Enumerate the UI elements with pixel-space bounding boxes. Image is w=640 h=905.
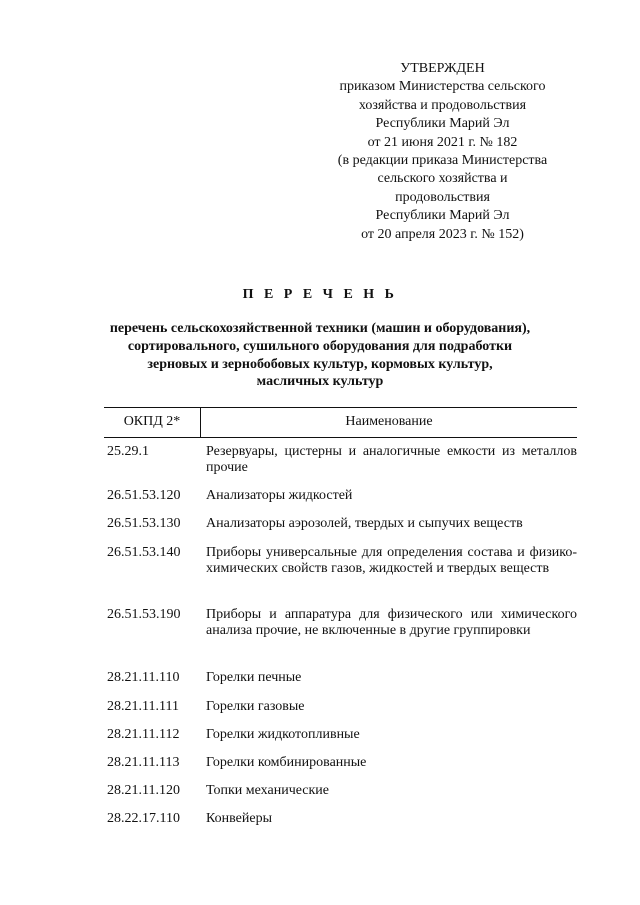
row-name: Конвейеры: [206, 811, 272, 826]
document-title: П Е Р Е Ч Е Н Ь: [242, 287, 398, 302]
row-code: 28.21.11.110: [107, 670, 180, 685]
row-code: 28.21.11.112: [107, 727, 180, 742]
table-header-border: [104, 437, 577, 438]
approval-line: Республики Марий Эл: [375, 208, 510, 224]
row-code: 28.21.11.111: [107, 699, 179, 714]
row-code: 28.22.17.110: [107, 811, 180, 826]
row-code: 26.51.53.140: [107, 545, 181, 560]
approval-line: приказом Министерства сельского: [339, 79, 546, 95]
row-name: Горелки жидкотопливные: [206, 727, 360, 742]
row-code: 26.51.53.120: [107, 488, 181, 503]
approval-stamp: [300, 60, 585, 244]
table-header-name: Наименование: [345, 414, 433, 429]
approval-line: продовольствия: [395, 189, 490, 205]
subtitle-line: зерновых и зернобобовых культур, кормовых культур,: [147, 356, 493, 372]
row-name: Резервуары, цистерны и аналогичные емкости из металлов прочие: [206, 444, 577, 476]
row-name: Горелки комбинированные: [206, 755, 367, 770]
row-name: Анализаторы жидкостей: [206, 488, 353, 503]
approval-line: УТВЕРЖДЕН: [400, 61, 485, 76]
row-code: 26.51.53.190: [107, 607, 181, 622]
table-header-code: ОКПД 2*: [123, 414, 181, 429]
approval-line: (в редакции приказа Министерства: [337, 153, 548, 169]
document-subtitle: [95, 320, 545, 391]
subtitle-line: перечень сельскохозяйственной техники (машин и оборудования),: [109, 321, 531, 336]
row-code: 28.21.11.120: [107, 783, 180, 798]
row-code: 25.29.1: [107, 444, 149, 459]
approval-line: от 21 июня 2021 г. № 182: [367, 134, 518, 150]
subtitle-line: сортировального, сушильного оборудования для подработки: [127, 338, 513, 354]
row-name: Горелки газовые: [206, 699, 305, 714]
approval-line: от 20 апреля 2023 г. № 152): [361, 226, 524, 242]
subtitle-line: масличных культур: [256, 374, 384, 390]
row-name: Приборы и аппаратура для физического или химического анализа прочие, не включенные в другие группировки: [206, 607, 577, 639]
approval-line: сельского хозяйства и: [377, 171, 508, 187]
approval-line: Республики Марий Эл: [375, 116, 510, 132]
row-code: 26.51.53.130: [107, 516, 181, 531]
table-top-border: [104, 407, 577, 408]
row-name: Приборы универсальные для определения состава и физико-химических свойств газов, жидкостей и твердых веществ: [206, 545, 577, 577]
approval-line: хозяйства и продовольствия: [358, 97, 527, 113]
row-name: Горелки печные: [206, 670, 302, 685]
row-name: Топки механические: [206, 783, 330, 798]
row-name: Анализаторы аэрозолей, твердых и сыпучих веществ: [206, 516, 523, 531]
row-code: 28.21.11.113: [107, 755, 180, 770]
